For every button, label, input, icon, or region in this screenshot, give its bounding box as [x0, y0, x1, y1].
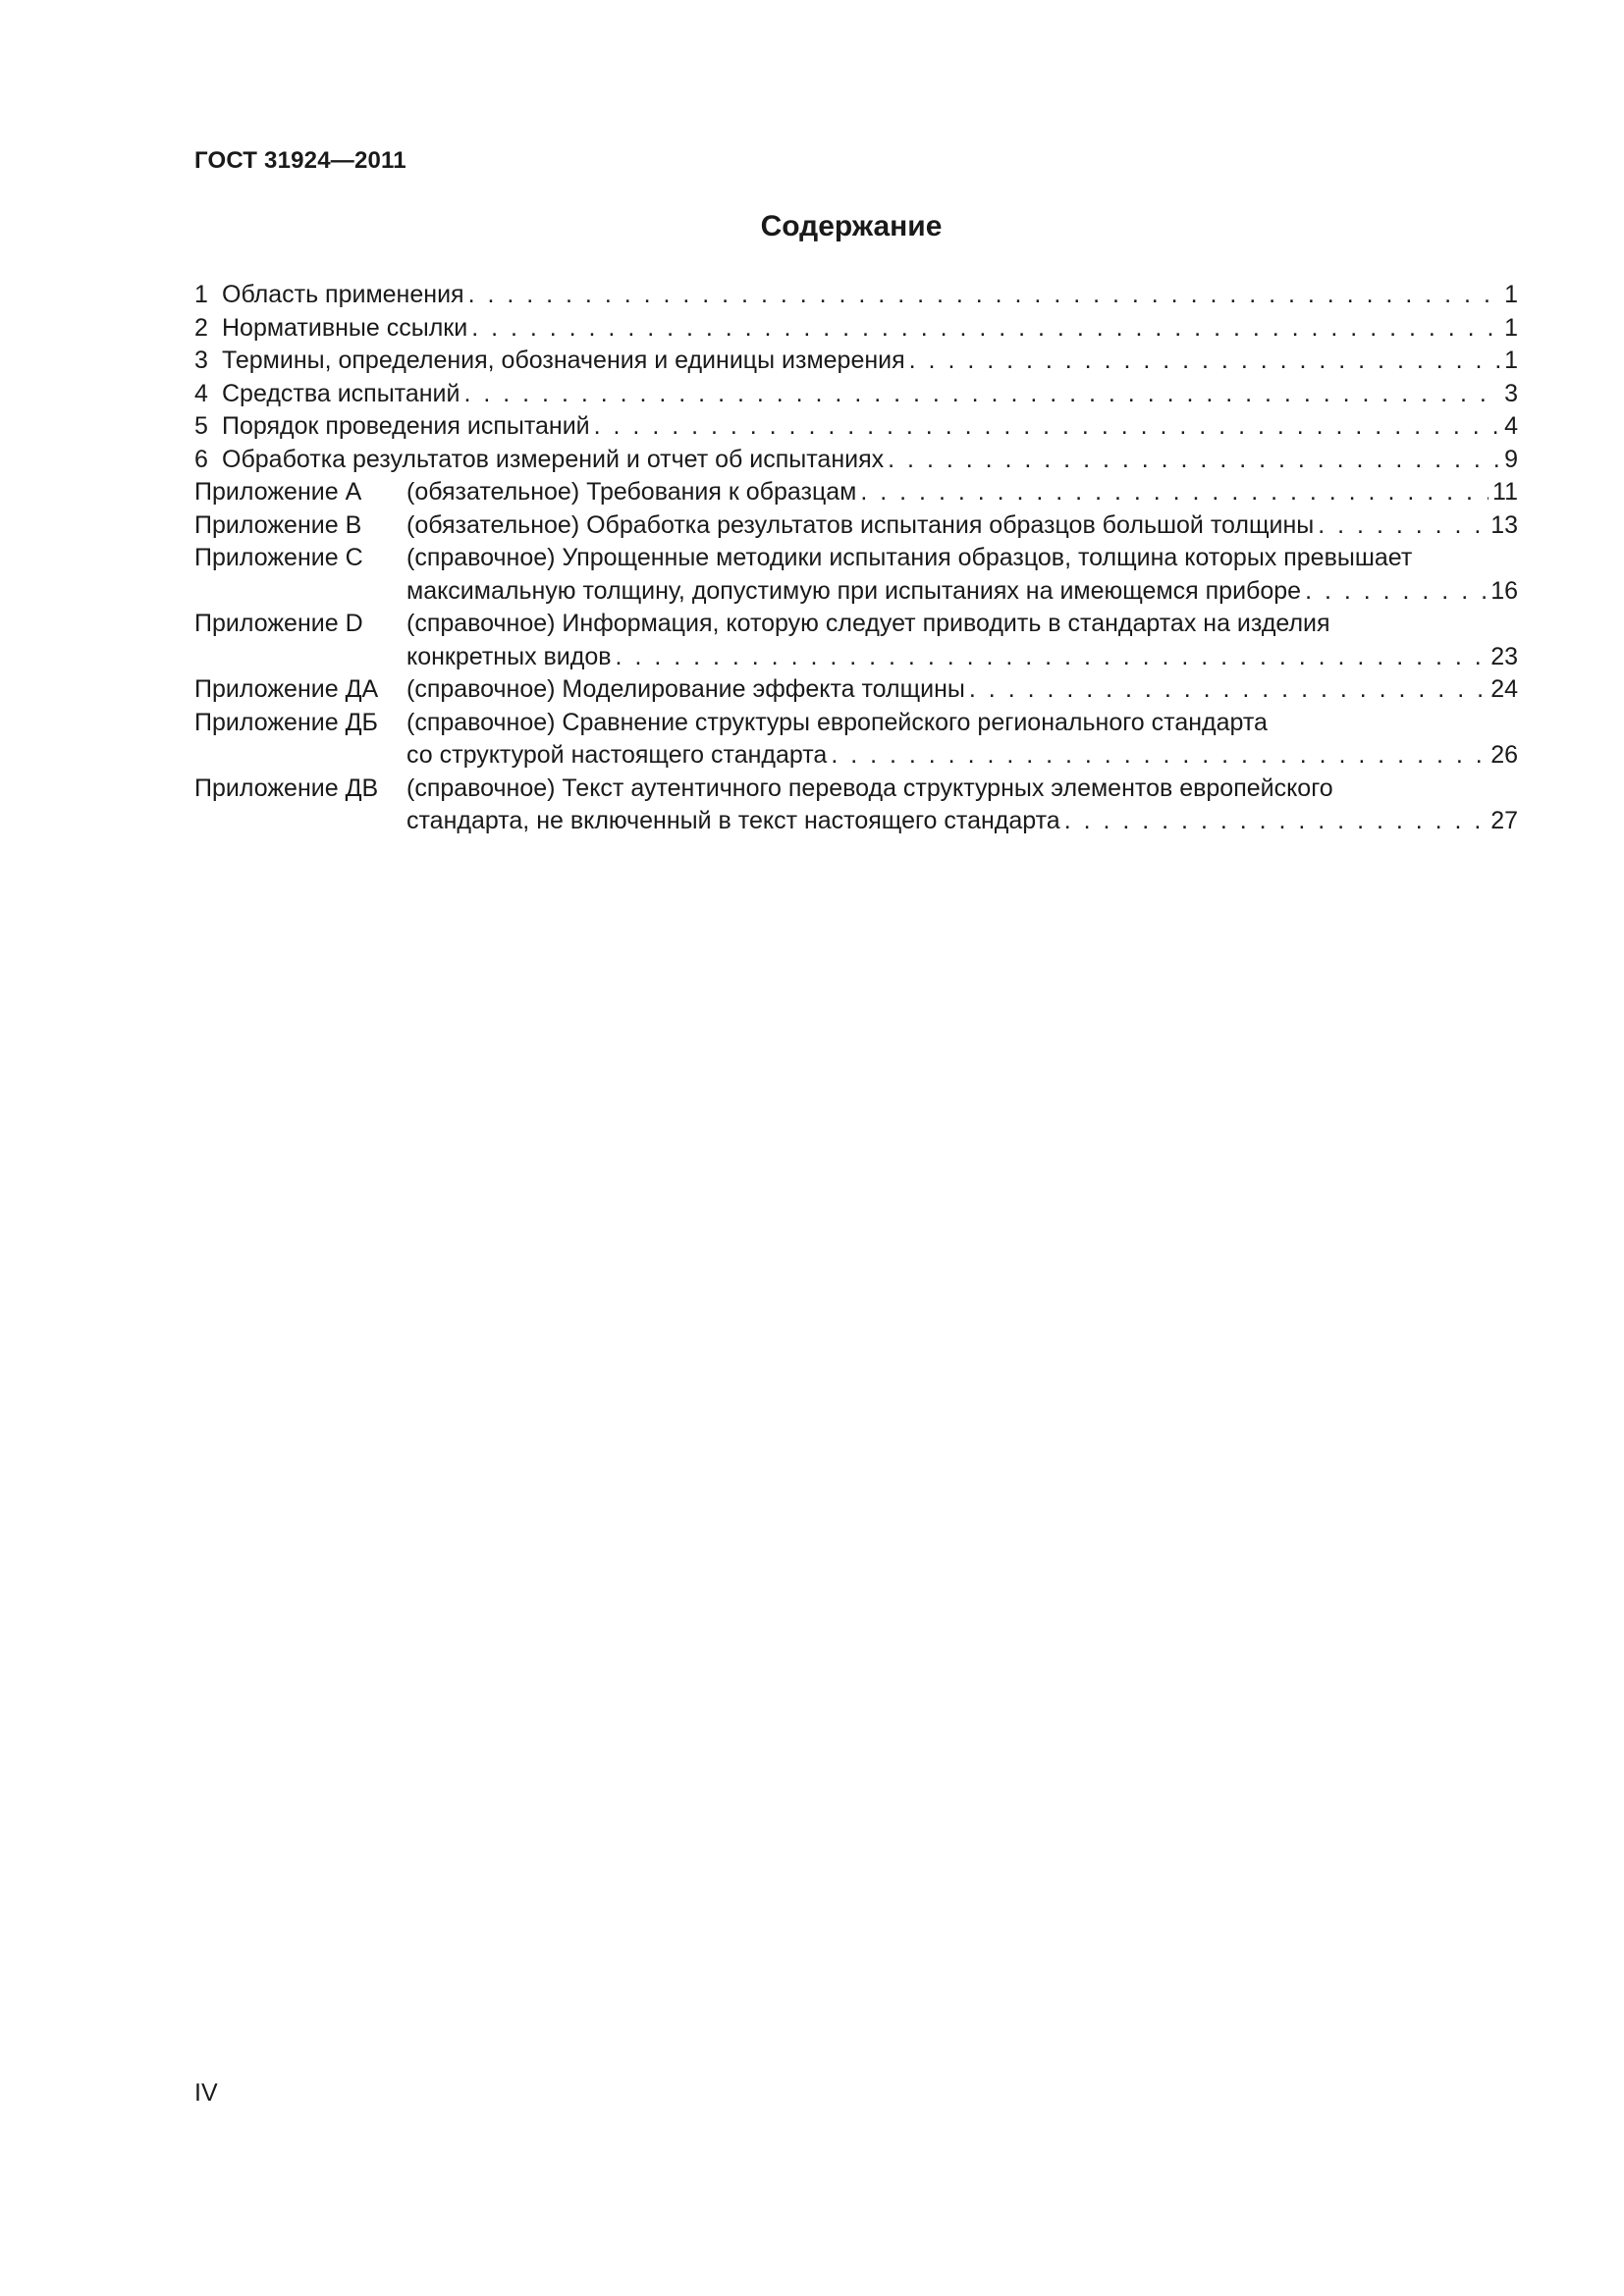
- toc-appendix-c-continued[interactable]: [194, 575, 1518, 609]
- toc-entry-number: 4: [194, 379, 208, 407]
- toc-appendix-b[interactable]: [194, 509, 1518, 543]
- appendix-title: (справочное) Моделирование эффекта толщины: [406, 675, 965, 703]
- toc-entry-page: 3: [1504, 379, 1518, 407]
- leader-dots: [888, 444, 1500, 477]
- table-of-contents: [194, 279, 1518, 838]
- appendix-title-continued: конкретных видов: [406, 642, 612, 670]
- toc-entry-number: 3: [194, 347, 208, 374]
- toc-appendix-db[interactable]: [194, 707, 1518, 740]
- appendix-label: Приложение С: [194, 544, 363, 571]
- toc-entry-number: 6: [194, 445, 208, 473]
- toc-entry-number: 2: [194, 313, 208, 342]
- appendix-title: (обязательное) Обработка результатов испытания образцов большой толщины: [406, 510, 1315, 539]
- toc-entry-page: 26: [1490, 741, 1518, 769]
- toc-entry-page: 13: [1490, 510, 1518, 539]
- toc-entry-page: 24: [1490, 675, 1518, 703]
- toc-entry-page: 1: [1504, 313, 1518, 342]
- toc-entry-title: Термины, определения, обозначения и единицы измерения: [222, 347, 905, 374]
- toc-entry-page: 1: [1504, 347, 1518, 374]
- toc-entry-title: Порядок проведения испытаний: [222, 412, 590, 440]
- toc-entry-page: 16: [1490, 576, 1518, 605]
- leader-dots: [594, 410, 1500, 444]
- leader-dots: [468, 279, 1501, 312]
- toc-entry-title: Область применения: [222, 281, 464, 308]
- appendix-title: (справочное) Сравнение структуры европейского регионального стандарта: [406, 708, 1268, 736]
- toc-entry-3[interactable]: [194, 345, 1518, 378]
- toc-entry-5[interactable]: [194, 410, 1518, 444]
- toc-entry-page: 9: [1504, 445, 1518, 473]
- toc-entry-1[interactable]: [194, 279, 1518, 312]
- toc-entry-page: 4: [1504, 412, 1518, 440]
- appendix-label: Приложение ДБ: [194, 708, 378, 736]
- toc-appendix-d[interactable]: [194, 608, 1518, 641]
- leader-dots: [471, 312, 1500, 346]
- appendix-label: Приложение D: [194, 610, 363, 637]
- appendix-label: Приложение ДВ: [194, 774, 379, 802]
- appendix-title: (справочное) Текст аутентичного перевода структурных элементов европейского: [406, 774, 1333, 802]
- toc-entry-4[interactable]: [194, 378, 1518, 411]
- toc-entry-6[interactable]: [194, 444, 1518, 477]
- toc-entry-page: 1: [1504, 281, 1518, 308]
- appendix-title: (обязательное) Требования к образцам: [406, 478, 857, 506]
- leader-dots: [909, 345, 1500, 378]
- toc-appendix-d-continued[interactable]: [194, 641, 1518, 674]
- appendix-title: (справочное) Упрощенные методики испытания образцов, толщина которых превышает: [406, 544, 1413, 571]
- appendix-title: (справочное) Информация, которую следует приводить в стандартах на изделия: [406, 610, 1330, 637]
- toc-entry-page: 11: [1492, 478, 1518, 506]
- leader-dots: [1305, 575, 1487, 609]
- toc-appendix-c[interactable]: [194, 542, 1518, 575]
- leader-dots: [463, 378, 1500, 411]
- toc-entry-title: Обработка результатов измерений и отчет об испытаниях: [222, 445, 885, 473]
- appendix-label: Приложение А: [194, 478, 362, 506]
- leader-dots: [831, 739, 1487, 773]
- appendix-label: Приложение ДА: [194, 675, 379, 703]
- leader-dots: [1064, 805, 1487, 838]
- toc-entry-title: Нормативные ссылки: [222, 313, 468, 342]
- toc-entry-title: Средства испытаний: [222, 379, 460, 407]
- toc-entry-page: 27: [1490, 807, 1518, 834]
- toc-appendix-db-continued[interactable]: [194, 739, 1518, 773]
- leader-dots: [1318, 509, 1487, 543]
- toc-entry-number: 5: [194, 412, 208, 440]
- toc-entry-page: 23: [1490, 642, 1518, 670]
- appendix-label: Приложение В: [194, 510, 362, 539]
- toc-appendix-dv[interactable]: [194, 773, 1518, 806]
- page-folio: IV: [194, 2079, 218, 2107]
- toc-appendix-a[interactable]: [194, 476, 1518, 509]
- appendix-title-continued: стандарта, не включенный в текст настоящего стандарта: [406, 807, 1060, 834]
- leader-dots: [616, 641, 1488, 674]
- toc-entry-2[interactable]: [194, 312, 1518, 346]
- toc-entry-number: 1: [194, 281, 208, 308]
- toc-appendix-dv-continued[interactable]: [194, 805, 1518, 838]
- toc-appendix-da[interactable]: [194, 673, 1518, 707]
- document-code: ГОСТ 31924—2011: [194, 147, 406, 174]
- appendix-title-continued: максимальную толщину, допустимую при испытаниях на имеющемся приборе: [406, 576, 1302, 605]
- leader-dots: [860, 476, 1489, 509]
- leader-dots: [969, 673, 1487, 707]
- appendix-title-continued: со структурой настоящего стандарта: [406, 741, 828, 769]
- toc-title: Содержание: [760, 210, 943, 242]
